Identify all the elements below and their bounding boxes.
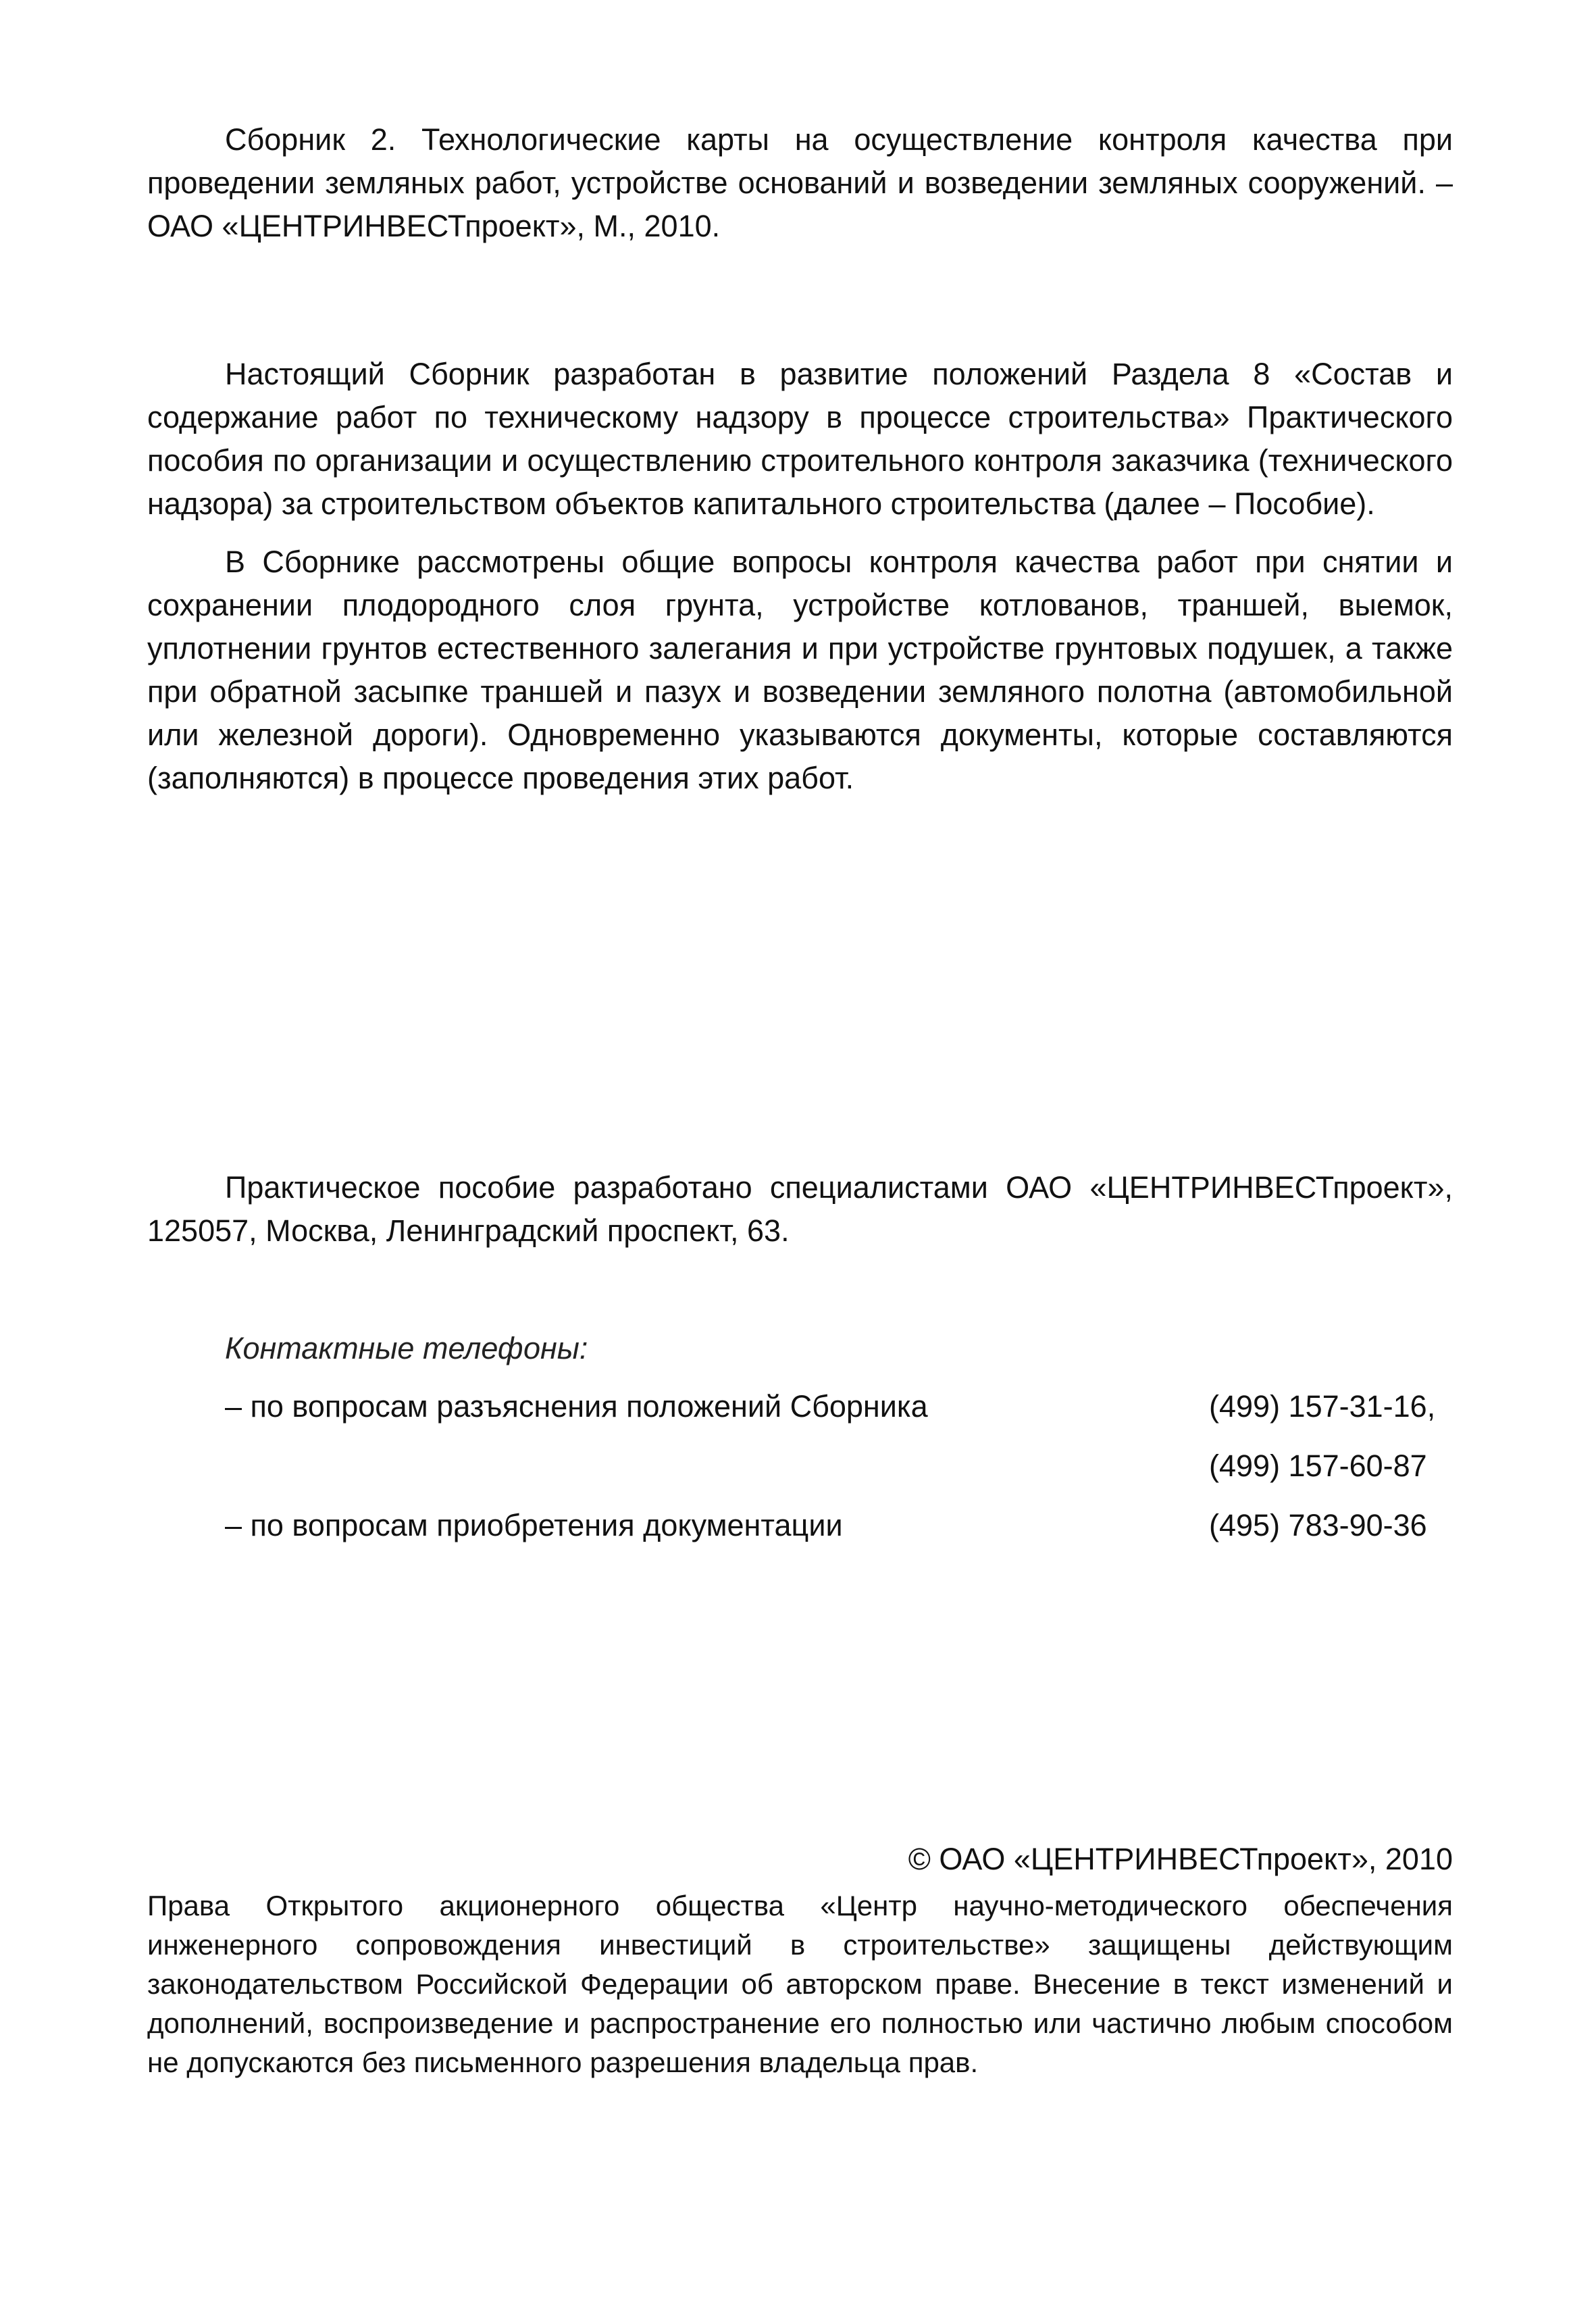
contact-row	[147, 1436, 1453, 1496]
collection-info: Сборник 2. Технологические карты на осуществление контроля качества при проведении земляных работ, устройстве оснований и возведении земляных сооружений. – ОАО «ЦЕНТРИНВЕСТпроект», М., 2010.	[147, 122, 1453, 243]
contacts-heading: Контактные телефоны:	[225, 1331, 588, 1365]
intro-paragraph-1: Настоящий Сборник разработан в развитие положений Раздела 8 «Состав и содержание работ по техническому надзору в процессе строительства» Практического пособия по организации и осуществлению строительного контроля заказчика (технического надзора) за строительством объектов капитального строительства (далее – Пособие).	[147, 357, 1453, 521]
intro-section	[147, 353, 1453, 800]
copyright-line: © ОАО «ЦЕНТРИНВЕСТпроект», 2010	[908, 1842, 1453, 1876]
intro-paragraph-2: В Сборнике рассмотрены общие вопросы контроля качества работ при снятии и сохранении плодородного слоя грунта, устройстве котлованов, траншей, выемок, уплотнении грунтов естественного залегания и при устройстве грунтовых подушек, а также при обратной засыпке траншей и пазух и возведении земляного полотна (автомобильной или железной дороги). Одновременно указываются документы, которые составляются (заполняются) в процессе проведения этих работ.	[147, 545, 1453, 795]
contact-phone: (495) 783-90-36	[1209, 1508, 1427, 1542]
contact-label: – по вопросам приобретения документации	[225, 1508, 843, 1542]
rights-text: Права Открытого акционерного общества «Центр научно-методического обеспечения инженерного сопровождения инвестиций в строительстве» защищены действующим законодательством Российской Федерации об авторском праве. Внесение в текст изменений и дополнений, воспроизведение и распространение его полностью или частично любым способом не допускаются без письменного разрешения владельца прав.	[147, 1890, 1453, 2078]
rights-block	[147, 1886, 1453, 2082]
contact-label: – по вопросам разъяснения положений Сборника	[225, 1389, 928, 1424]
contact-row	[147, 1496, 1453, 1555]
contact-phone: (499) 157-60-87	[1209, 1449, 1427, 1483]
contact-row	[147, 1377, 1453, 1436]
developer-info: Практическое пособие разработано специалистами ОАО «ЦЕНТРИНВЕСТпроект», 125057, Москва, Ленинградский проспект, 63.	[147, 1170, 1453, 1248]
developer-info-block	[147, 1166, 1453, 1253]
contacts-section	[147, 1327, 1453, 1555]
collection-info-block	[147, 118, 1453, 248]
contact-phone: (499) 157-31-16,	[1209, 1389, 1436, 1424]
